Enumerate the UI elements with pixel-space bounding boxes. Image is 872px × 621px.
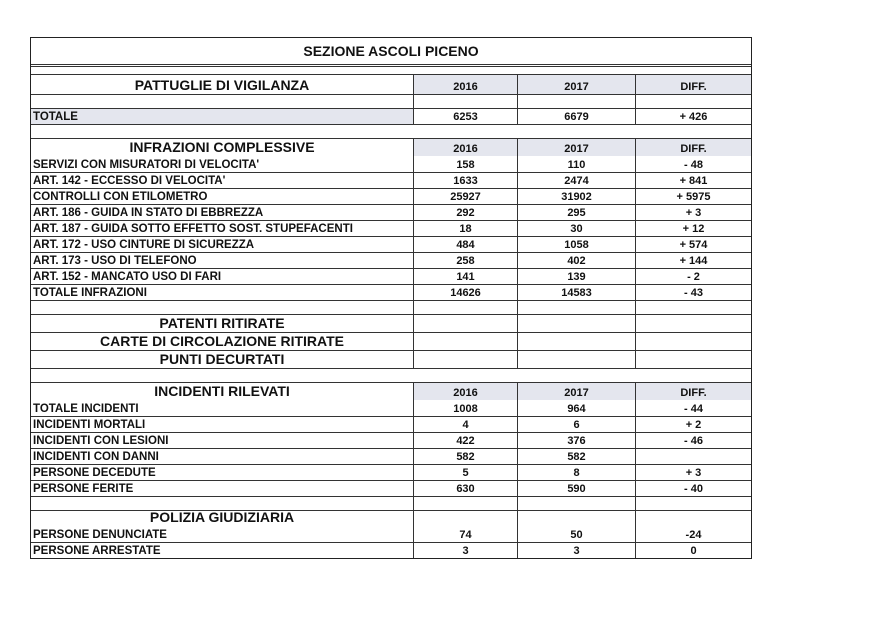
row-label: INCIDENTI CON DANNI xyxy=(33,451,159,463)
value-2017: 964 xyxy=(517,400,635,416)
value-2016: 1633 xyxy=(413,173,517,188)
value-2017: 110 xyxy=(517,156,635,172)
value-diff: + 144 xyxy=(635,253,751,268)
value-diff: - 43 xyxy=(635,285,751,300)
value-diff: + 12 xyxy=(635,221,751,236)
col-diff: DIFF. xyxy=(635,75,751,94)
punti-row xyxy=(31,350,751,368)
table-row xyxy=(31,416,751,432)
col-diff: DIFF. xyxy=(635,383,751,400)
pattuglie-header: PATTUGLIE DI VIGILANZA xyxy=(134,77,310,93)
row-label: PERSONE DENUNCIATE xyxy=(33,529,167,541)
incidenti-header-row xyxy=(31,382,751,400)
value-2017: 50 xyxy=(517,526,635,542)
table-row xyxy=(31,236,751,252)
spacer-row xyxy=(31,64,751,74)
value-diff: - 48 xyxy=(635,156,751,172)
value-diff: + 2 xyxy=(635,417,751,432)
row-label: CONTROLLI CON ETILOMETRO xyxy=(33,191,208,203)
col-2016: 2016 xyxy=(413,75,517,94)
value-diff: - 2 xyxy=(635,269,751,284)
table-row xyxy=(31,526,751,542)
col-2016: 2016 xyxy=(413,383,517,400)
polizia-header: POLIZIA GIUDIZIARIA xyxy=(149,511,295,525)
value-2016: 158 xyxy=(413,156,517,172)
spacer-row xyxy=(31,368,751,382)
table-row xyxy=(31,204,751,220)
row-label: TOTALE INFRAZIONI xyxy=(33,287,147,299)
spacer-row xyxy=(31,496,751,510)
col-2016: 2016 xyxy=(413,139,517,156)
value-2016: 3 xyxy=(413,543,517,558)
value-2016: 6253 xyxy=(413,109,517,124)
value-diff: - 46 xyxy=(635,433,751,448)
spacer-row xyxy=(31,300,751,314)
value-2017: 139 xyxy=(517,269,635,284)
value-diff: 0 xyxy=(635,543,751,558)
value-2016: 74 xyxy=(413,526,517,542)
table-row xyxy=(31,542,751,558)
value-diff: + 3 xyxy=(635,465,751,480)
value-2017: 1058 xyxy=(517,237,635,252)
spacer-row xyxy=(31,94,751,108)
value-2016: 4 xyxy=(413,417,517,432)
col-diff: DIFF. xyxy=(635,139,751,156)
value-2016: 582 xyxy=(413,449,517,464)
value-diff: + 5975 xyxy=(635,189,751,204)
table-row xyxy=(31,400,751,416)
value-2017: 30 xyxy=(517,221,635,236)
row-label: TOTALE INCIDENTI xyxy=(33,403,139,415)
row-label: ART. 186 - GUIDA IN STATO DI EBBREZZA xyxy=(33,207,264,219)
row-label: TOTALE xyxy=(31,109,413,124)
row-label: INCIDENTI MORTALI xyxy=(33,419,146,431)
table-row xyxy=(31,432,751,448)
value-2017: 14583 xyxy=(517,285,635,300)
value-2017: 8 xyxy=(517,465,635,480)
col-2017: 2017 xyxy=(517,383,635,400)
value-diff: + 574 xyxy=(635,237,751,252)
row-label: ART. 142 - ECCESSO DI VELOCITA' xyxy=(33,175,226,187)
table-title: SEZIONE ASCOLI PICENO xyxy=(303,43,479,59)
row-label: ART. 173 - USO DI TELEFONO xyxy=(33,255,197,267)
value-2017: 31902 xyxy=(517,189,635,204)
carte-row xyxy=(31,332,751,350)
value-diff: - 44 xyxy=(635,400,751,416)
value-2016: 258 xyxy=(413,253,517,268)
incidenti-header: INCIDENTI RILEVATI xyxy=(154,383,290,399)
value-2017: 376 xyxy=(517,433,635,448)
row-label: ART. 172 - USO CINTURE DI SICUREZZA xyxy=(33,239,255,251)
value-2016: 14626 xyxy=(413,285,517,300)
patenti-row xyxy=(31,314,751,332)
pattuglie-header-row xyxy=(31,74,751,94)
title-row xyxy=(31,38,751,64)
statistics-table xyxy=(30,37,752,559)
value-diff: + 426 xyxy=(635,109,751,124)
value-2017: 2474 xyxy=(517,173,635,188)
value-2017: 3 xyxy=(517,543,635,558)
value-diff: - 40 xyxy=(635,481,751,496)
punti-decurtati-label: PUNTI DECURTATI xyxy=(159,351,285,367)
row-label: ART. 152 - MANCATO USO DI FARI xyxy=(33,271,222,283)
value-2016: 630 xyxy=(413,481,517,496)
patenti-ritirate-label: PATENTI RITIRATE xyxy=(159,315,285,331)
row-label: ART. 187 - GUIDA SOTTO EFFETTO SOST. STUPEFACENTI xyxy=(33,223,353,235)
table-row xyxy=(31,448,751,464)
row-label: INCIDENTI CON LESIONI xyxy=(33,435,169,447)
table-row xyxy=(31,480,751,496)
value-2017: 402 xyxy=(517,253,635,268)
infrazioni-header: INFRAZIONI COMPLESSIVE xyxy=(129,139,315,155)
value-2016: 141 xyxy=(413,269,517,284)
row-label: SERVIZI CON MISURATORI DI VELOCITA' xyxy=(33,159,260,171)
table-row xyxy=(31,188,751,204)
carte-circolazione-label: CARTE DI CIRCOLAZIONE RITIRATE xyxy=(100,333,344,349)
value-2017: 6679 xyxy=(517,109,635,124)
row-label: PERSONE ARRESTATE xyxy=(33,545,161,557)
table-row xyxy=(31,284,751,300)
col-2017: 2017 xyxy=(517,75,635,94)
value-2017: 6 xyxy=(517,417,635,432)
value-2016: 1008 xyxy=(413,400,517,416)
col-2017: 2017 xyxy=(517,139,635,156)
table-row xyxy=(31,172,751,188)
polizia-header-row xyxy=(31,510,751,526)
value-2016: 25927 xyxy=(413,189,517,204)
value-2016: 484 xyxy=(413,237,517,252)
value-2017: 582 xyxy=(517,449,635,464)
value-2016: 5 xyxy=(413,465,517,480)
value-2017: 590 xyxy=(517,481,635,496)
row-label: PERSONE DECEDUTE xyxy=(33,467,156,479)
pattuglie-total-row xyxy=(31,108,751,124)
value-diff: -24 xyxy=(635,526,751,542)
infrazioni-header-row xyxy=(31,138,751,156)
value-diff: + 841 xyxy=(635,173,751,188)
spacer-row xyxy=(31,124,751,138)
value-2016: 292 xyxy=(413,205,517,220)
value-diff xyxy=(635,449,751,464)
value-2016: 422 xyxy=(413,433,517,448)
row-label: PERSONE FERITE xyxy=(33,483,134,495)
table-row xyxy=(31,464,751,480)
table-row xyxy=(31,252,751,268)
value-2016: 18 xyxy=(413,221,517,236)
table-row xyxy=(31,156,751,172)
table-row xyxy=(31,220,751,236)
table-row xyxy=(31,268,751,284)
value-2017: 295 xyxy=(517,205,635,220)
value-diff: + 3 xyxy=(635,205,751,220)
